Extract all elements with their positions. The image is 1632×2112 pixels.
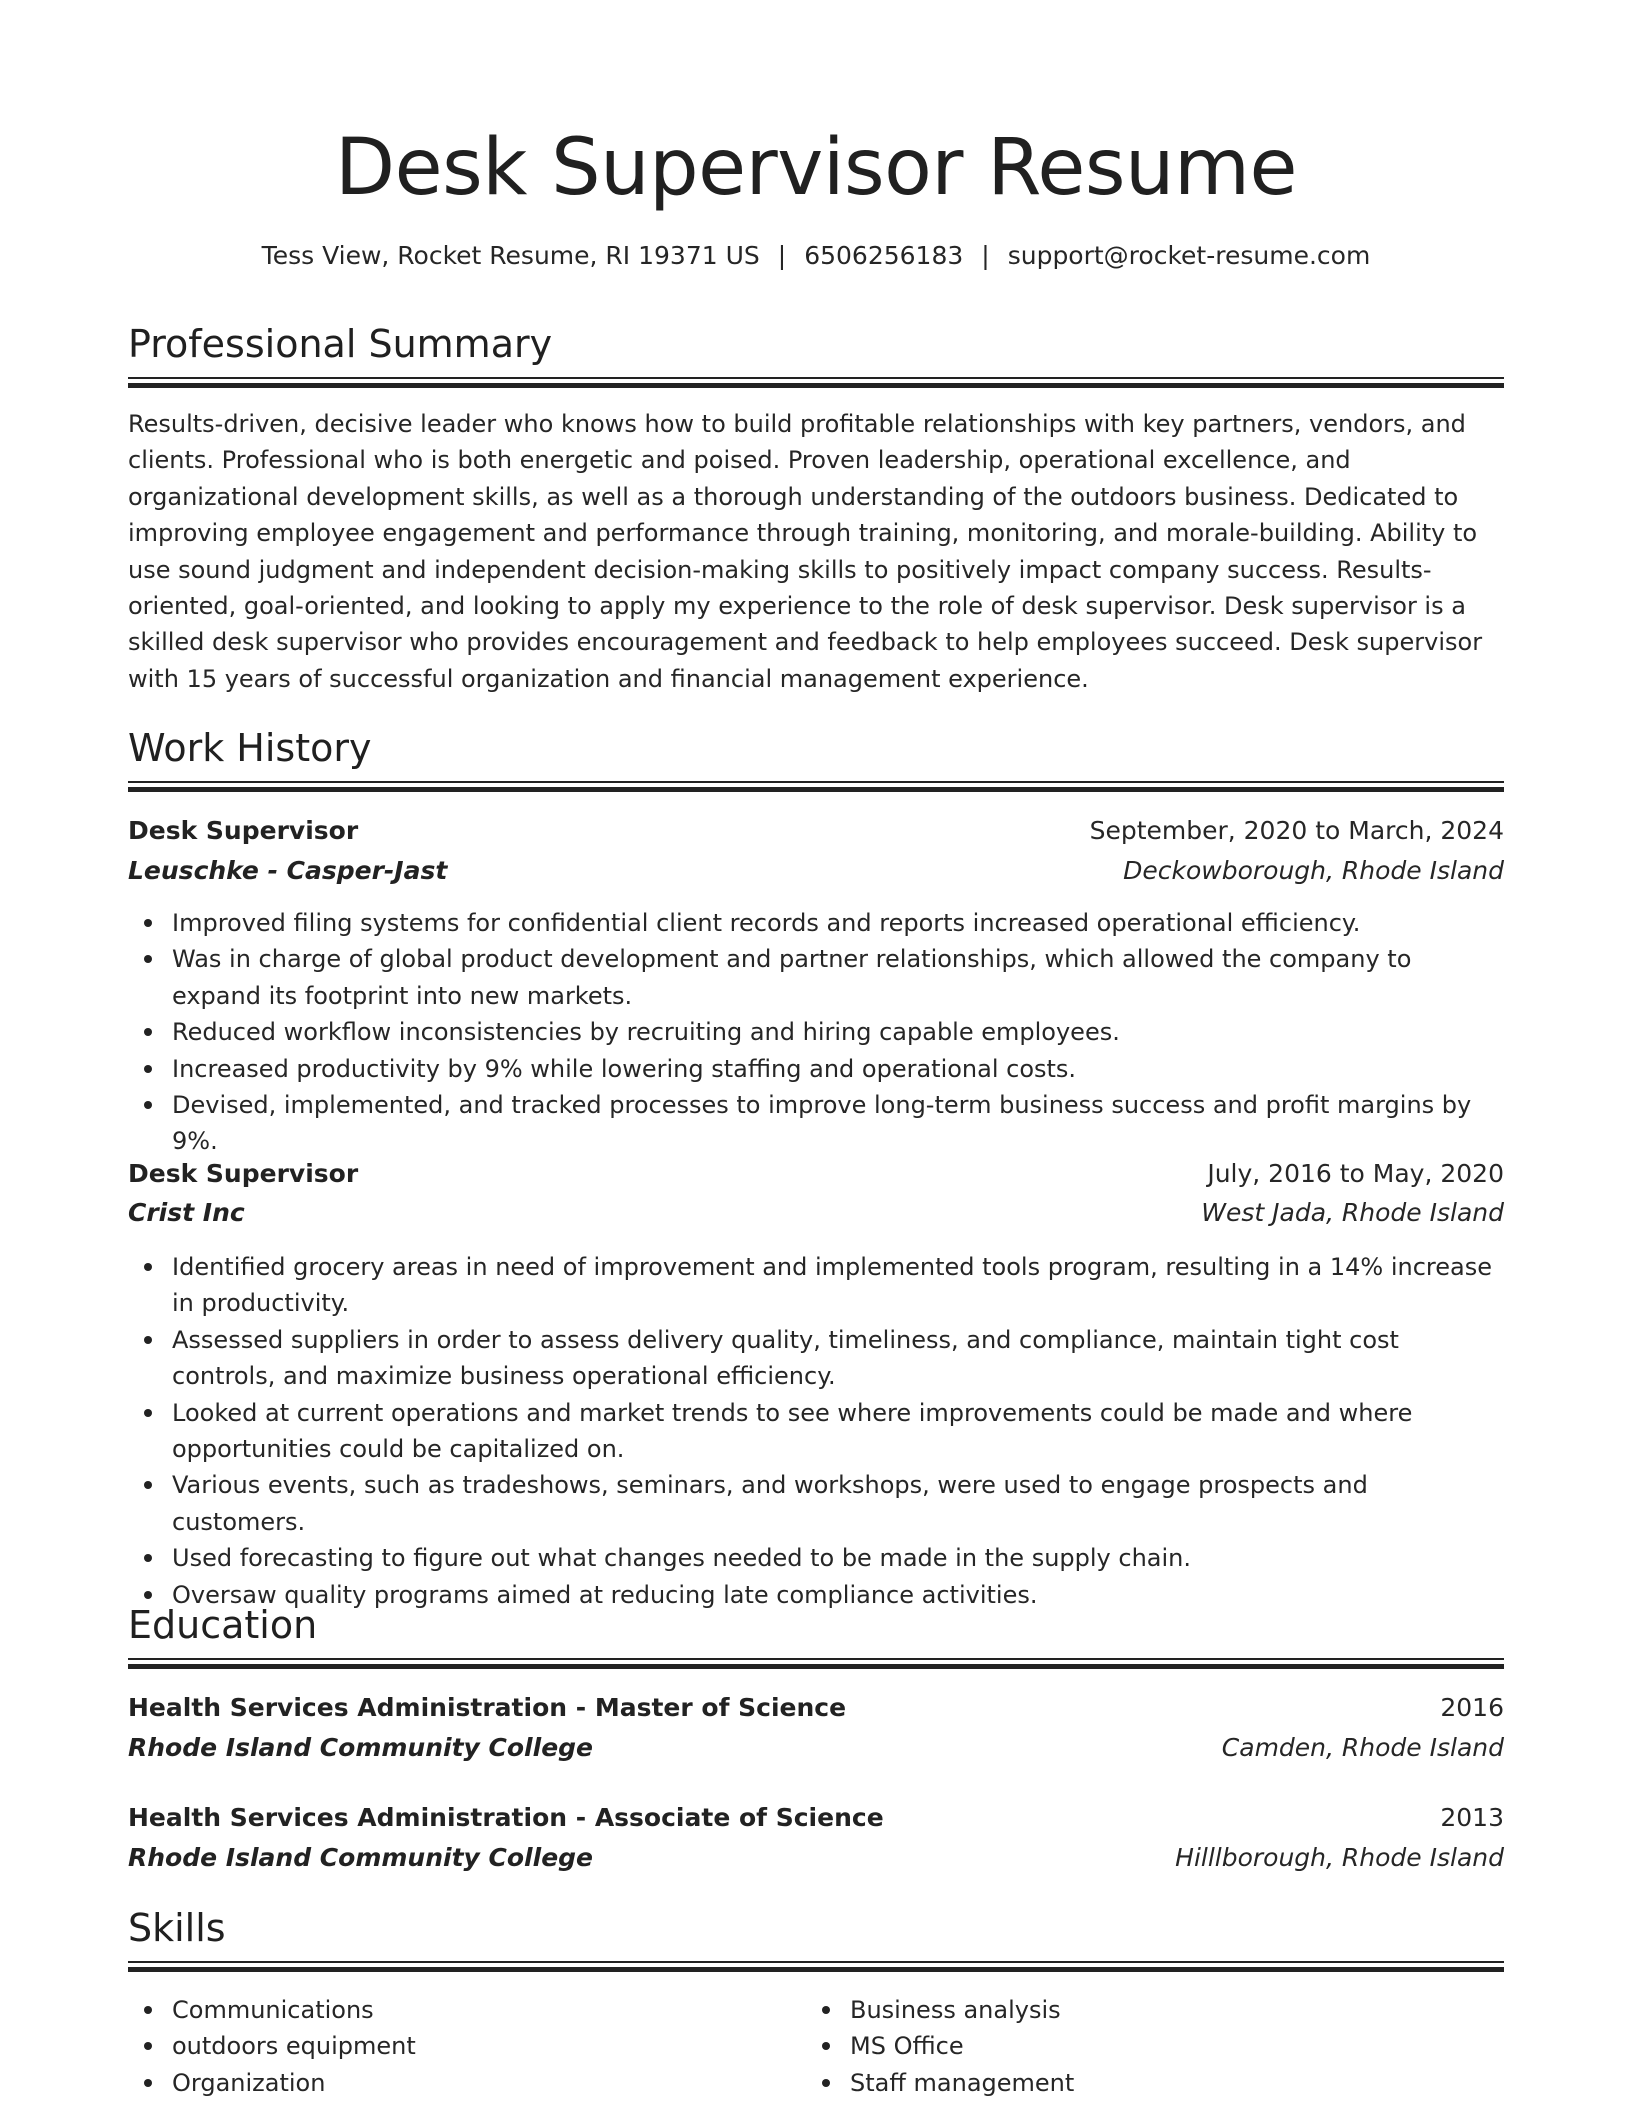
contact-phone: 6506256183 xyxy=(804,241,964,270)
education-school: Rhode Island Community College xyxy=(128,1733,594,1762)
job-company-row xyxy=(128,851,1504,891)
education-location: Hilllborough, Rhode Island xyxy=(1175,1843,1504,1872)
section-divider xyxy=(128,1961,1504,1971)
job-bullets xyxy=(128,905,1504,1160)
education-year: 2016 xyxy=(1440,1693,1504,1722)
education-header-row xyxy=(128,1688,1504,1728)
education-degree: Health Services Administration - Associate of Science xyxy=(128,1803,884,1832)
section-title-summary: Professional Summary xyxy=(128,322,553,366)
list-item: Staff management xyxy=(850,2065,1484,2101)
education-location: Camden, Rhode Island xyxy=(1221,1733,1504,1762)
section-title-education: Education xyxy=(128,1603,318,1647)
job-title: Desk Supervisor xyxy=(128,1159,359,1188)
list-item: Organization xyxy=(172,2065,806,2101)
section-divider xyxy=(128,1658,1504,1668)
section-divider xyxy=(128,377,1504,387)
list-item: Was in charge of global product development and partner relationships, which allowed the company to expand its footprint into new markets. xyxy=(172,941,1504,1014)
list-item: Assessed suppliers in order to assess delivery quality, timeliness, and compliance, maintain tight cost controls, and maximize business operational efficiency. xyxy=(172,1322,1504,1395)
list-item: Oversaw quality programs aimed at reducing late compliance activities. xyxy=(172,1577,1504,1613)
list-item: Increased productivity by 9% while lowering staffing and operational costs. xyxy=(172,1051,1504,1087)
job-location: Deckowborough, Rhode Island xyxy=(1123,856,1504,885)
contact-address: Tess View, Rocket Resume, RI 19371 US xyxy=(261,241,760,270)
list-item: MS Office xyxy=(850,2028,1484,2064)
section-title-work: Work History xyxy=(128,726,372,770)
skills-column-right xyxy=(806,1992,1484,2101)
education-header-row xyxy=(128,1798,1504,1838)
list-item: Reduced workflow inconsistencies by recruiting and hiring capable employees. xyxy=(172,1014,1504,1050)
section-divider xyxy=(128,781,1504,791)
list-item: Business analysis xyxy=(850,1992,1484,2028)
summary-text: Results-driven, decisive leader who knows how to build profitable relationships with key partners, vendors, and clients. Professional who is both energetic and poised. Proven leadership, operational excellence, and organizational development skills, as well as a thorough understanding of the outdoors business. Dedicated to improving employee engagement and performance through training, monitoring, and morale-building. Ability to use sound judgment and independent decision-making skills to positively impact company success. Results-oriented, goal-oriented, and looking to apply my experience to the role of desk supervisor. Desk supervisor is a skilled desk supervisor who provides encouragement and feedback to help employees succeed. Desk supervisor with 15 years of successful organization and financial management experience. xyxy=(128,410,1483,693)
education-school-row xyxy=(128,1728,1504,1768)
list-item: Various events, such as tradeshows, seminars, and workshops, were used to engage prospects and customers. xyxy=(172,1467,1504,1540)
job-company: Leuschke - Casper-Jast xyxy=(128,856,448,885)
list-item: Devised, implemented, and tracked processes to improve long-term business success and profit margins by 9%. xyxy=(172,1087,1504,1160)
list-item: Communications xyxy=(172,1992,806,2028)
list-item: outdoors equipment xyxy=(172,2028,806,2064)
list-item: Improved filing systems for confidential client records and reports increased operational efficiency. xyxy=(172,905,1504,941)
list-item: Used forecasting to figure out what changes needed to be made in the supply chain. xyxy=(172,1540,1504,1576)
skills-column-left xyxy=(128,1992,806,2101)
education-year: 2013 xyxy=(1440,1803,1504,1832)
skills-list xyxy=(128,1992,1504,2101)
job-dates: September, 2020 to March, 2024 xyxy=(1089,816,1504,845)
job-company: Crist Inc xyxy=(128,1198,245,1227)
job-bullets xyxy=(128,1249,1504,1613)
job-location: West Jada, Rhode Island xyxy=(1201,1198,1504,1227)
contact-separator: | xyxy=(981,241,990,270)
contact-separator: | xyxy=(777,241,787,270)
job-header-row xyxy=(128,1154,1504,1194)
list-item: Identified grocery areas in need of improvement and implemented tools program, resulting in a 14% increase in productivity. xyxy=(172,1249,1504,1322)
job-dates: July, 2016 to May, 2020 xyxy=(1207,1159,1504,1188)
resume-title: Desk Supervisor Resume xyxy=(335,123,1297,213)
list-item: Looked at current operations and market trends to see where improvements could be made and where opportunities could be capitalized on. xyxy=(172,1395,1504,1468)
contact-email: support@rocket-resume.com xyxy=(1007,241,1371,270)
education-degree: Health Services Administration - Master of Science xyxy=(128,1693,847,1722)
education-school: Rhode Island Community College xyxy=(128,1843,594,1872)
job-header-row xyxy=(128,811,1504,851)
section-title-skills: Skills xyxy=(128,1906,226,1950)
education-school-row xyxy=(128,1838,1504,1878)
job-company-row xyxy=(128,1193,1504,1233)
job-title: Desk Supervisor xyxy=(128,816,359,845)
contact-line xyxy=(128,236,1504,276)
